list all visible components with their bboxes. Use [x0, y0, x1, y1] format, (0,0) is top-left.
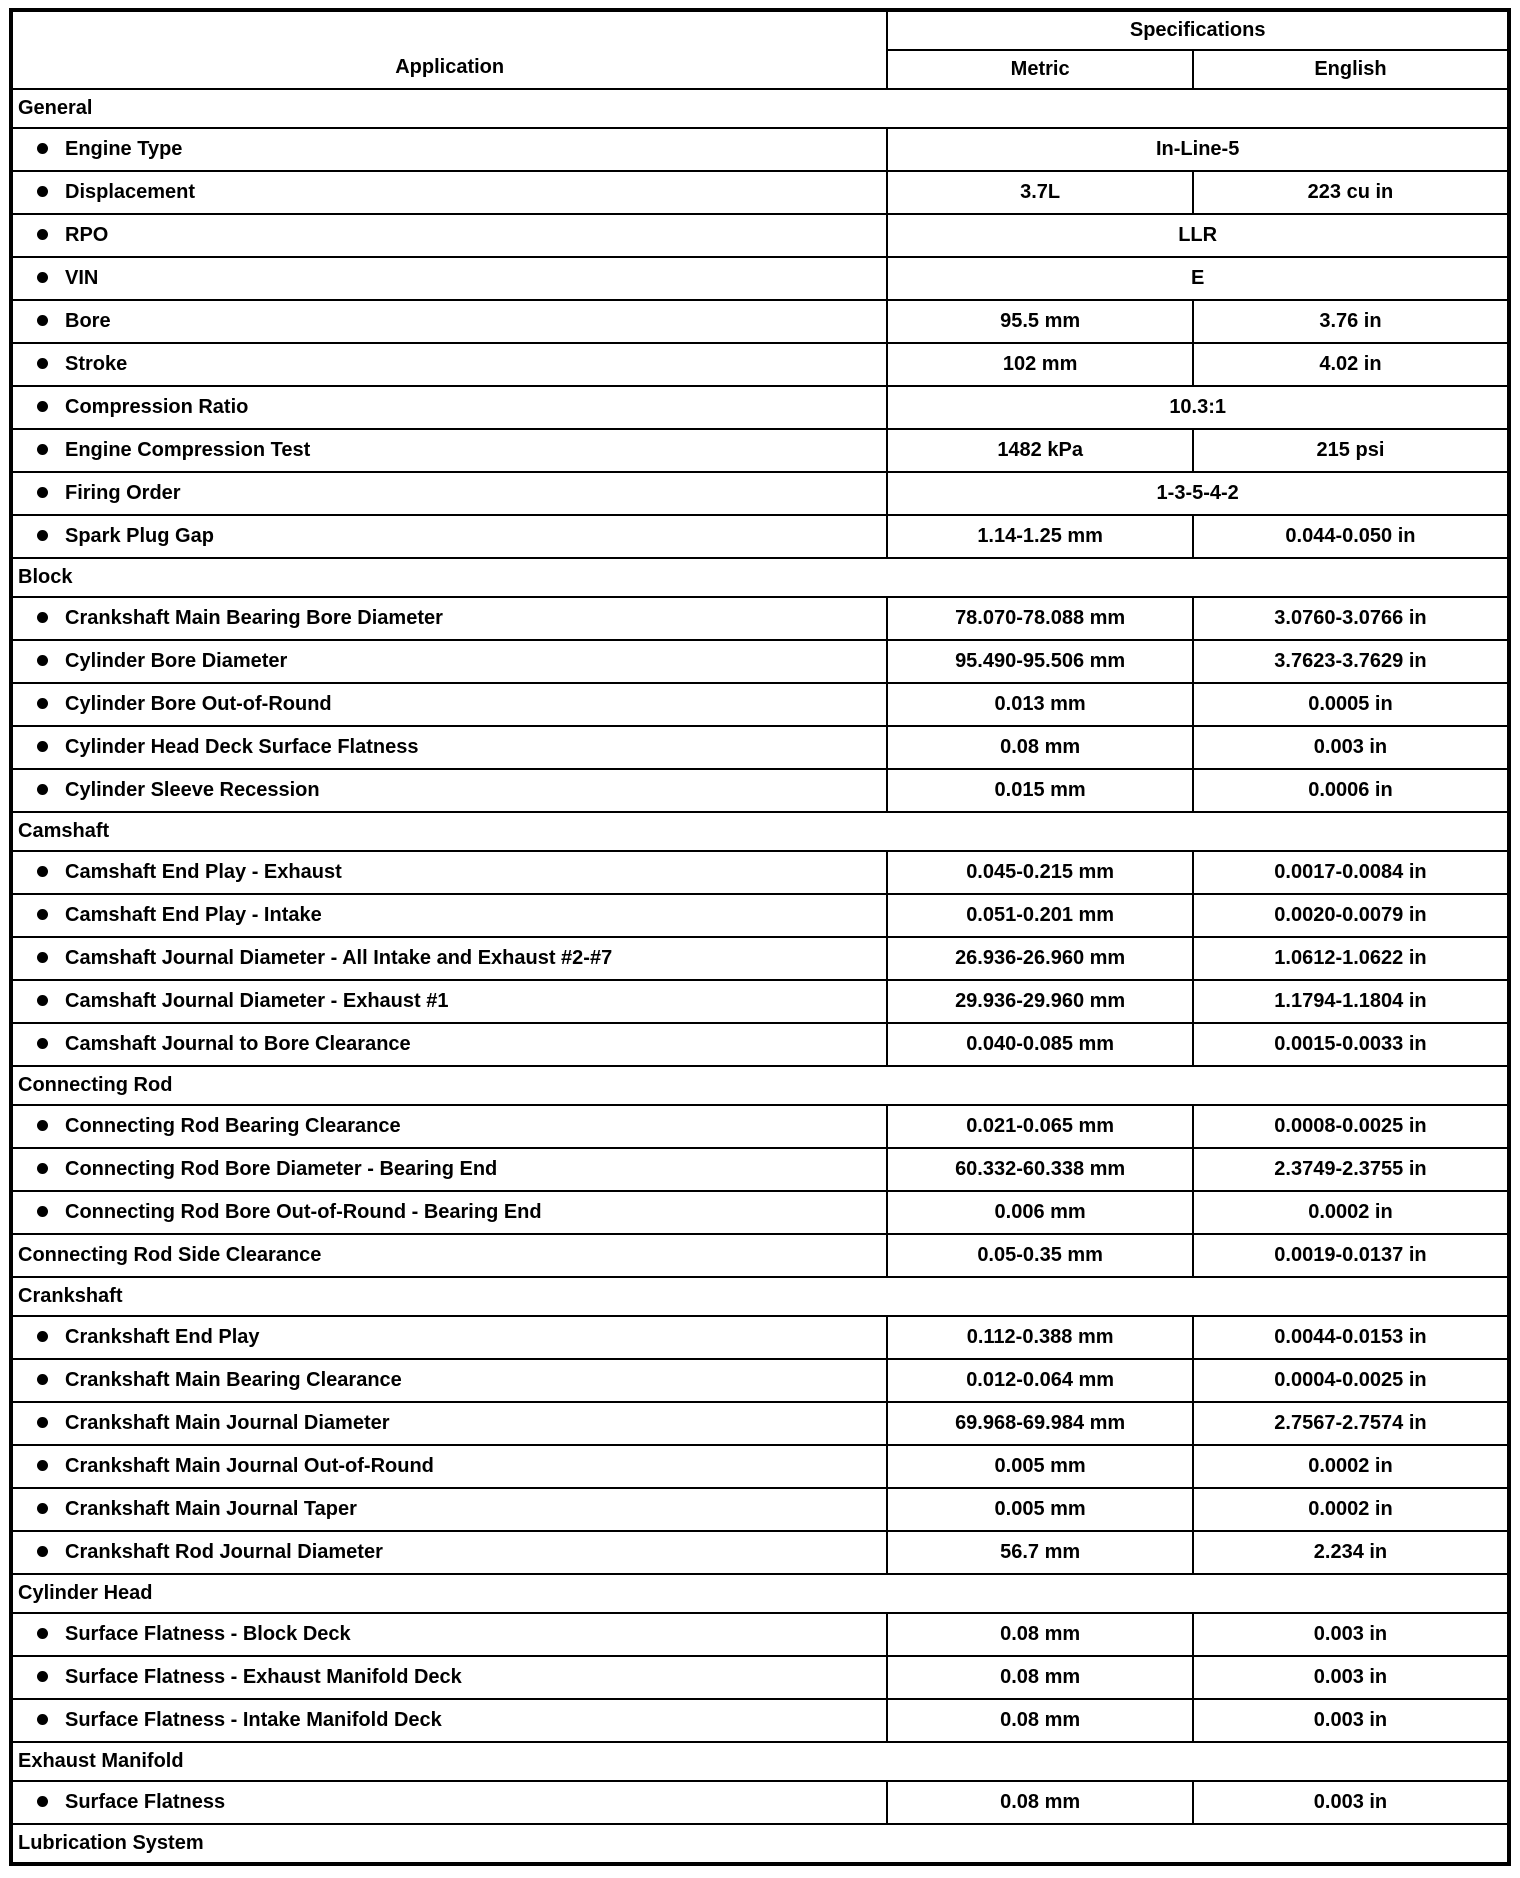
metric-value-cell: 0.040-0.085 mm — [887, 1023, 1193, 1066]
combined-value-cell: 10.3:1 — [887, 386, 1509, 429]
spec-row — [11, 980, 1509, 1023]
combined-value-cell: LLR — [887, 214, 1509, 257]
english-value-cell: 0.0002 in — [1193, 1191, 1509, 1234]
section-row — [11, 1824, 1509, 1864]
metric-value-cell: 56.7 mm — [887, 1531, 1193, 1574]
section-row — [11, 1742, 1509, 1781]
section-row — [11, 1574, 1509, 1613]
bullet-icon — [37, 358, 48, 369]
header-row-1 — [11, 10, 1509, 50]
spec-label: Cylinder Sleeve Recession — [65, 779, 320, 801]
spec-label: Connecting Rod Bore Diameter - Bearing End — [65, 1158, 498, 1180]
spec-label: Crankshaft Main Bearing Clearance — [65, 1369, 402, 1391]
metric-value-cell: 0.08 mm — [887, 1613, 1193, 1656]
spec-table-header — [11, 10, 1509, 89]
metric-value-cell: 60.332-60.338 mm — [887, 1148, 1193, 1191]
section-title: Connecting Rod — [11, 1066, 1509, 1105]
spec-row — [11, 683, 1509, 726]
application-cell — [11, 683, 887, 726]
spec-label: Spark Plug Gap — [65, 525, 214, 547]
metric-value-cell: 0.005 mm — [887, 1445, 1193, 1488]
spec-row — [11, 1316, 1509, 1359]
bullet-icon — [37, 1374, 48, 1385]
spec-row — [11, 472, 1509, 515]
bullet-icon — [37, 1796, 48, 1807]
application-cell — [11, 1105, 887, 1148]
spec-label: Engine Compression Test — [65, 439, 311, 461]
bullet-icon — [37, 186, 48, 197]
application-cell — [11, 1402, 887, 1445]
metric-value-cell: 0.021-0.065 mm — [887, 1105, 1193, 1148]
metric-value-cell: 0.045-0.215 mm — [887, 851, 1193, 894]
metric-column-header: Metric — [887, 50, 1193, 89]
bullet-icon — [37, 1120, 48, 1131]
spec-row — [11, 851, 1509, 894]
bullet-icon — [37, 444, 48, 455]
specifications-column-header: Specifications — [887, 10, 1509, 50]
spec-label: Surface Flatness - Exhaust Manifold Deck — [65, 1666, 462, 1688]
bullet-icon — [37, 315, 48, 326]
spec-row — [11, 257, 1509, 300]
metric-value-cell: 78.070-78.088 mm — [887, 597, 1193, 640]
metric-value-cell: 0.08 mm — [887, 1781, 1193, 1824]
bullet-icon — [37, 1628, 48, 1639]
application-cell — [11, 386, 887, 429]
spec-row — [11, 1023, 1509, 1066]
section-title: General — [11, 89, 1509, 128]
metric-value-cell: 0.05-0.35 mm — [887, 1234, 1193, 1277]
application-cell — [11, 300, 887, 343]
metric-value-cell: 1.14-1.25 mm — [887, 515, 1193, 558]
application-cell — [11, 980, 887, 1023]
application-cell — [11, 894, 887, 937]
application-cell — [11, 1148, 887, 1191]
english-value-cell: 2.234 in — [1193, 1531, 1509, 1574]
section-row — [11, 89, 1509, 128]
section-title: Exhaust Manifold — [11, 1742, 1509, 1781]
application-cell — [11, 515, 887, 558]
bullet-icon — [37, 1038, 48, 1049]
bullet-icon — [37, 866, 48, 877]
metric-value-cell: 0.012-0.064 mm — [887, 1359, 1193, 1402]
spec-label: Surface Flatness — [65, 1791, 226, 1813]
spec-row — [11, 429, 1509, 472]
application-cell — [11, 1656, 887, 1699]
combined-value-cell: In-Line-5 — [887, 128, 1509, 171]
metric-value-cell: 29.936-29.960 mm — [887, 980, 1193, 1023]
spec-row — [11, 1613, 1509, 1656]
application-cell — [11, 1359, 887, 1402]
spec-label: Connecting Rod Side Clearance — [18, 1244, 322, 1266]
application-cell — [11, 1613, 887, 1656]
application-cell — [11, 769, 887, 812]
spec-label: Crankshaft Rod Journal Diameter — [65, 1541, 383, 1563]
application-cell — [11, 1699, 887, 1742]
english-value-cell: 0.0020-0.0079 in — [1193, 894, 1509, 937]
english-value-cell: 0.003 in — [1193, 1656, 1509, 1699]
application-cell — [11, 1316, 887, 1359]
english-value-cell: 1.1794-1.1804 in — [1193, 980, 1509, 1023]
application-cell — [11, 640, 887, 683]
spec-row — [11, 597, 1509, 640]
bullet-icon — [37, 784, 48, 795]
combined-value-cell: E — [887, 257, 1509, 300]
metric-value-cell: 1482 kPa — [887, 429, 1193, 472]
application-cell — [11, 851, 887, 894]
spec-label: Crankshaft End Play — [65, 1326, 260, 1348]
english-value-cell: 2.7567-2.7574 in — [1193, 1402, 1509, 1445]
spec-label: Crankshaft Main Bearing Bore Diameter — [65, 607, 443, 629]
metric-value-cell: 26.936-26.960 mm — [887, 937, 1193, 980]
english-value-cell: 0.0015-0.0033 in — [1193, 1023, 1509, 1066]
bullet-icon — [37, 1546, 48, 1557]
metric-value-cell: 0.08 mm — [887, 1656, 1193, 1699]
english-value-cell: 2.3749-2.3755 in — [1193, 1148, 1509, 1191]
metric-value-cell: 69.968-69.984 mm — [887, 1402, 1193, 1445]
spec-row — [11, 386, 1509, 429]
application-cell — [11, 1234, 887, 1277]
metric-value-cell: 0.051-0.201 mm — [887, 894, 1193, 937]
spec-label: Crankshaft Main Journal Taper — [65, 1498, 357, 1520]
spec-label: Crankshaft Main Journal Diameter — [65, 1412, 390, 1434]
application-cell — [11, 1191, 887, 1234]
bullet-icon — [37, 952, 48, 963]
metric-value-cell: 0.015 mm — [887, 769, 1193, 812]
english-value-cell: 4.02 in — [1193, 343, 1509, 386]
application-cell — [11, 726, 887, 769]
application-cell — [11, 597, 887, 640]
application-cell — [11, 1488, 887, 1531]
bullet-icon — [37, 1417, 48, 1428]
bullet-icon — [37, 1714, 48, 1725]
metric-value-cell: 3.7L — [887, 171, 1193, 214]
english-value-cell: 0.003 in — [1193, 1699, 1509, 1742]
spec-label: VIN — [65, 267, 99, 289]
spec-row — [11, 769, 1509, 812]
section-row — [11, 558, 1509, 597]
spec-label: Crankshaft Main Journal Out-of-Round — [65, 1455, 434, 1477]
combined-value-cell: 1-3-5-4-2 — [887, 472, 1509, 515]
bullet-icon — [37, 1503, 48, 1514]
spec-row — [11, 1105, 1509, 1148]
application-cell — [11, 1531, 887, 1574]
spec-label: Firing Order — [65, 482, 181, 504]
spec-row — [11, 515, 1509, 558]
bullet-icon — [37, 229, 48, 240]
section-row — [11, 812, 1509, 851]
application-cell — [11, 472, 887, 515]
spec-label: Surface Flatness - Intake Manifold Deck — [65, 1709, 442, 1731]
english-column-header: English — [1193, 50, 1509, 89]
spec-label: Bore — [65, 310, 111, 332]
spec-row — [11, 1148, 1509, 1191]
spec-table-body — [11, 89, 1509, 1864]
spec-row — [11, 1781, 1509, 1824]
english-value-cell: 3.76 in — [1193, 300, 1509, 343]
spec-row — [11, 640, 1509, 683]
application-cell — [11, 214, 887, 257]
section-title: Camshaft — [11, 812, 1509, 851]
application-column-header: Application — [11, 10, 887, 89]
spec-row — [11, 1656, 1509, 1699]
section-title: Cylinder Head — [11, 1574, 1509, 1613]
spec-label: Surface Flatness - Block Deck — [65, 1623, 351, 1645]
section-row — [11, 1066, 1509, 1105]
english-value-cell: 0.0006 in — [1193, 769, 1509, 812]
spec-row — [11, 1531, 1509, 1574]
metric-value-cell: 0.112-0.388 mm — [887, 1316, 1193, 1359]
application-cell — [11, 1023, 887, 1066]
metric-value-cell: 95.490-95.506 mm — [887, 640, 1193, 683]
english-value-cell: 215 psi — [1193, 429, 1509, 472]
spec-row — [11, 937, 1509, 980]
english-value-cell: 0.0044-0.0153 in — [1193, 1316, 1509, 1359]
application-cell — [11, 343, 887, 386]
spec-label: Camshaft Journal Diameter - Exhaust #1 — [65, 990, 449, 1012]
spec-label: Connecting Rod Bearing Clearance — [65, 1115, 401, 1137]
spec-row — [11, 1445, 1509, 1488]
application-cell — [11, 257, 887, 300]
english-value-cell: 0.044-0.050 in — [1193, 515, 1509, 558]
bullet-icon — [37, 698, 48, 709]
bullet-icon — [37, 741, 48, 752]
bullet-icon — [37, 1331, 48, 1342]
english-value-cell: 0.0008-0.0025 in — [1193, 1105, 1509, 1148]
spec-row — [11, 1234, 1509, 1277]
bullet-icon — [37, 401, 48, 412]
english-value-cell: 0.003 in — [1193, 726, 1509, 769]
bullet-icon — [37, 1206, 48, 1217]
bullet-icon — [37, 530, 48, 541]
bullet-icon — [37, 1163, 48, 1174]
application-cell — [11, 128, 887, 171]
application-cell — [11, 1445, 887, 1488]
english-value-cell: 0.003 in — [1193, 1613, 1509, 1656]
bullet-icon — [37, 272, 48, 283]
section-title: Crankshaft — [11, 1277, 1509, 1316]
application-cell — [11, 1781, 887, 1824]
spec-row — [11, 894, 1509, 937]
english-value-cell: 0.0002 in — [1193, 1445, 1509, 1488]
section-title: Lubrication System — [11, 1824, 1509, 1864]
english-value-cell: 0.0005 in — [1193, 683, 1509, 726]
spec-label: Camshaft End Play - Intake — [65, 904, 322, 926]
section-title: Block — [11, 558, 1509, 597]
spec-row — [11, 214, 1509, 257]
spec-row — [11, 726, 1509, 769]
bullet-icon — [37, 143, 48, 154]
spec-label: Stroke — [65, 353, 128, 375]
bullet-icon — [37, 612, 48, 623]
metric-value-cell: 0.08 mm — [887, 1699, 1193, 1742]
spec-label: Compression Ratio — [65, 396, 249, 418]
english-value-cell: 223 cu in — [1193, 171, 1509, 214]
spec-label: Connecting Rod Bore Out-of-Round - Bearing End — [65, 1201, 542, 1223]
spec-row — [11, 171, 1509, 214]
bullet-icon — [37, 1671, 48, 1682]
application-cell — [11, 937, 887, 980]
engine-specifications-table — [9, 8, 1511, 1866]
metric-value-cell: 0.005 mm — [887, 1488, 1193, 1531]
spec-label: RPO — [65, 224, 109, 246]
english-value-cell: 0.0004-0.0025 in — [1193, 1359, 1509, 1402]
metric-value-cell: 0.006 mm — [887, 1191, 1193, 1234]
english-value-cell: 3.0760-3.0766 in — [1193, 597, 1509, 640]
english-value-cell: 1.0612-1.0622 in — [1193, 937, 1509, 980]
spec-label: Cylinder Head Deck Surface Flatness — [65, 736, 419, 758]
english-value-cell: 0.003 in — [1193, 1781, 1509, 1824]
bullet-icon — [37, 487, 48, 498]
english-value-cell: 0.0019-0.0137 in — [1193, 1234, 1509, 1277]
spec-row — [11, 1359, 1509, 1402]
metric-value-cell: 0.08 mm — [887, 726, 1193, 769]
english-value-cell: 0.0002 in — [1193, 1488, 1509, 1531]
metric-value-cell: 102 mm — [887, 343, 1193, 386]
english-value-cell: 3.7623-3.7629 in — [1193, 640, 1509, 683]
metric-value-cell: 95.5 mm — [887, 300, 1193, 343]
spec-row — [11, 1402, 1509, 1445]
application-cell — [11, 171, 887, 214]
spec-label: Camshaft Journal to Bore Clearance — [65, 1033, 411, 1055]
spec-row — [11, 1488, 1509, 1531]
metric-value-cell: 0.013 mm — [887, 683, 1193, 726]
spec-row — [11, 300, 1509, 343]
spec-label: Camshaft Journal Diameter - All Intake and Exhaust #2-#7 — [65, 947, 613, 969]
spec-label: Engine Type — [65, 138, 183, 160]
application-cell — [11, 429, 887, 472]
english-value-cell: 0.0017-0.0084 in — [1193, 851, 1509, 894]
spec-row — [11, 128, 1509, 171]
bullet-icon — [37, 1460, 48, 1471]
bullet-icon — [37, 909, 48, 920]
bullet-icon — [37, 995, 48, 1006]
spec-row — [11, 1191, 1509, 1234]
spec-row — [11, 343, 1509, 386]
spec-label: Cylinder Bore Out-of-Round — [65, 693, 332, 715]
bullet-icon — [37, 655, 48, 666]
spec-label: Camshaft End Play - Exhaust — [65, 861, 342, 883]
spec-label: Cylinder Bore Diameter — [65, 650, 288, 672]
section-row — [11, 1277, 1509, 1316]
spec-row — [11, 1699, 1509, 1742]
spec-label: Displacement — [65, 181, 196, 203]
